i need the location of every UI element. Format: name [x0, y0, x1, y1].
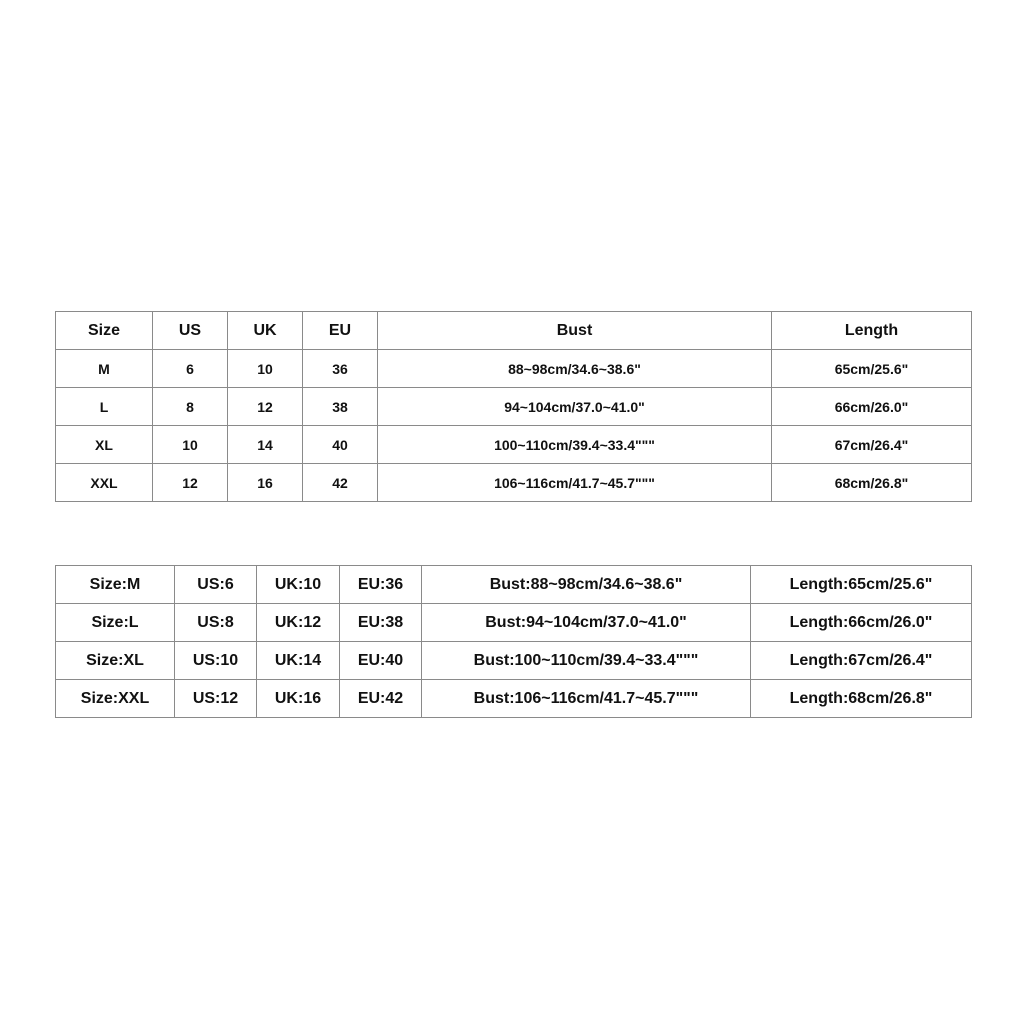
cell-us: 6	[153, 350, 228, 388]
cell-eu: 42	[303, 464, 378, 502]
cell-bust: 106~116cm/41.7~45.7"""	[378, 464, 772, 502]
cell-size: Size:XXL	[56, 680, 175, 718]
cell-eu: EU:42	[340, 680, 422, 718]
table-row	[56, 604, 972, 642]
cell-bust: Bust:94~104cm/37.0~41.0"	[422, 604, 751, 642]
cell-us: US:8	[175, 604, 257, 642]
cell-uk: 14	[228, 426, 303, 464]
cell-bust: 88~98cm/34.6~38.6"	[378, 350, 772, 388]
table-row	[56, 680, 972, 718]
header-bust: Bust	[378, 312, 772, 350]
cell-bust: 94~104cm/37.0~41.0"	[378, 388, 772, 426]
cell-eu: EU:38	[340, 604, 422, 642]
cell-length: Length:67cm/26.4"	[751, 642, 972, 680]
table-row	[56, 426, 972, 464]
cell-uk: 10	[228, 350, 303, 388]
cell-eu: EU:40	[340, 642, 422, 680]
cell-bust: 100~110cm/39.4~33.4"""	[378, 426, 772, 464]
cell-bust: Bust:100~110cm/39.4~33.4"""	[422, 642, 751, 680]
cell-size: Size:L	[56, 604, 175, 642]
header-uk: UK	[228, 312, 303, 350]
size-chart-table	[55, 311, 972, 502]
cell-eu: 38	[303, 388, 378, 426]
cell-eu: 40	[303, 426, 378, 464]
header-us: US	[153, 312, 228, 350]
cell-us: 12	[153, 464, 228, 502]
cell-size: Size:M	[56, 566, 175, 604]
size-chart-labeled-table	[55, 565, 972, 718]
cell-length: Length:66cm/26.0"	[751, 604, 972, 642]
cell-eu: 36	[303, 350, 378, 388]
cell-us: US:10	[175, 642, 257, 680]
cell-size: XL	[56, 426, 153, 464]
cell-uk: UK:14	[257, 642, 340, 680]
cell-us: US:12	[175, 680, 257, 718]
table-row	[56, 388, 972, 426]
cell-bust: Bust:106~116cm/41.7~45.7"""	[422, 680, 751, 718]
table-row	[56, 350, 972, 388]
header-eu: EU	[303, 312, 378, 350]
table-row	[56, 464, 972, 502]
header-length: Length	[772, 312, 972, 350]
cell-us: 10	[153, 426, 228, 464]
cell-length: 65cm/25.6"	[772, 350, 972, 388]
cell-length: 67cm/26.4"	[772, 426, 972, 464]
cell-uk: UK:10	[257, 566, 340, 604]
header-size: Size	[56, 312, 153, 350]
cell-size: Size:XL	[56, 642, 175, 680]
cell-us: US:6	[175, 566, 257, 604]
cell-uk: UK:16	[257, 680, 340, 718]
table-header-row	[56, 312, 972, 350]
table-row	[56, 642, 972, 680]
cell-size: XXL	[56, 464, 153, 502]
table-row	[56, 566, 972, 604]
cell-size: L	[56, 388, 153, 426]
cell-us: 8	[153, 388, 228, 426]
cell-size: M	[56, 350, 153, 388]
cell-length: Length:68cm/26.8"	[751, 680, 972, 718]
cell-eu: EU:36	[340, 566, 422, 604]
cell-uk: UK:12	[257, 604, 340, 642]
cell-length: Length:65cm/25.6"	[751, 566, 972, 604]
cell-uk: 16	[228, 464, 303, 502]
cell-uk: 12	[228, 388, 303, 426]
cell-bust: Bust:88~98cm/34.6~38.6"	[422, 566, 751, 604]
cell-length: 68cm/26.8"	[772, 464, 972, 502]
cell-length: 66cm/26.0"	[772, 388, 972, 426]
